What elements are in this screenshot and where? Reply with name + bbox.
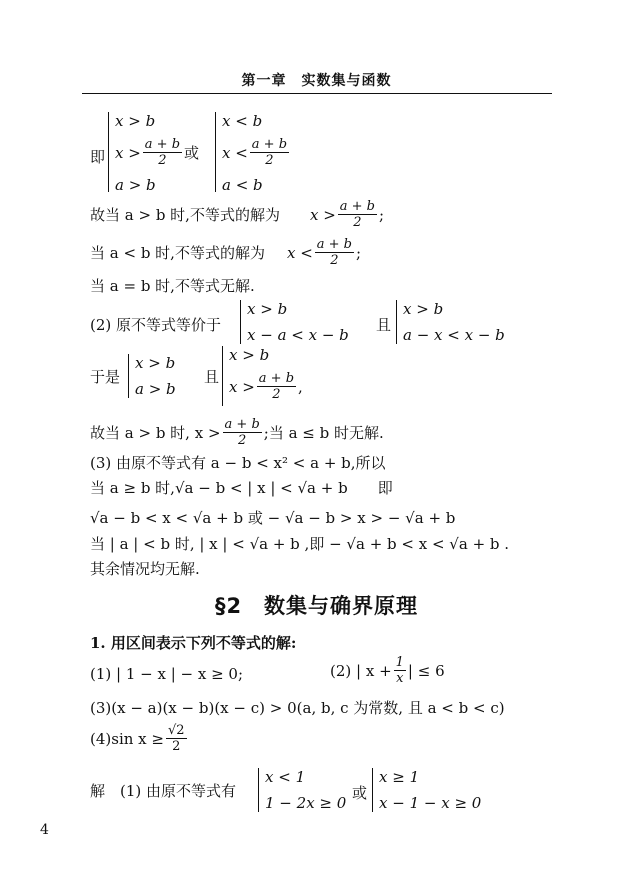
fraction-denominator: x <box>396 671 404 686</box>
line-text: (2) | x + <box>330 661 392 680</box>
sys1b-line2 <box>222 138 291 167</box>
brace <box>240 300 241 344</box>
fraction-a-plus-b <box>223 418 262 447</box>
fraction-a-plus-b <box>338 200 377 229</box>
brace <box>258 768 259 812</box>
question-1-part2 <box>330 656 445 685</box>
solution-sys-line2: 1 − 2x ≥ 0 <box>265 794 347 812</box>
fraction-numerator: a + b <box>224 417 260 432</box>
fraction-a-plus-b <box>250 138 289 167</box>
fraction-denominator: 2 <box>272 387 281 402</box>
page-number: 4 <box>40 822 49 838</box>
part2-intro: (2) 原不等式等价于 <box>90 316 222 334</box>
line-text: 当 a < b 时,不等式的解为 <box>90 244 265 262</box>
line-text: 故当 a > b 时,不等式的解为 <box>90 206 280 224</box>
fraction-numerator: √2 <box>167 723 185 738</box>
section-title: §2 数集与确界原理 <box>214 594 419 618</box>
and-word: 且 <box>204 368 220 386</box>
thus-sys-line2: a > b <box>135 380 176 398</box>
brace <box>215 112 216 192</box>
fraction-numerator: a + b <box>316 237 352 252</box>
line-expr: x > <box>309 205 336 224</box>
line-text: | ≤ 6 <box>407 661 445 680</box>
and-word: 且 <box>376 316 392 334</box>
brace <box>128 354 129 398</box>
line-a-eq-b: 当 a = b 时,不等式无解. <box>90 277 255 295</box>
fraction-a-plus-b <box>143 138 182 167</box>
solution-intro: 解 (1) 由原不等式有 <box>90 782 237 800</box>
thus-word: 于是 <box>90 368 121 386</box>
thus-sys-line3: x > b <box>229 346 270 364</box>
fraction-one-over-x <box>394 656 406 685</box>
sys1a-line3: a > b <box>115 176 156 194</box>
sys1a-line2 <box>115 138 199 167</box>
solution-sys-line3: x ≥ 1 <box>379 768 420 786</box>
thus-sys-line4: x > $\frac{a + b}{2}$ , <box>229 371 303 402</box>
question-1-part3: (3)(x − a)(x − b)(x − c) > 0(a, b, c 为常数, 且 a < b < c) <box>90 699 505 717</box>
fraction-numerator: a + b <box>339 199 375 214</box>
line-text: ;当 a ≤ b 时无解. <box>263 424 384 442</box>
thus-sys-line1: x > b <box>135 354 176 372</box>
part3-line: √a − b < x < √a + b 或 − √a − b > x > − √a + b <box>90 509 456 527</box>
fraction-numerator: a + b <box>251 137 288 152</box>
line-a-lt-b: 当 a < b 时,不等式的解为 x < $\frac{a + b}{2}$ ; <box>90 237 362 268</box>
running-header: 第一章 实数集与函数 <box>241 73 392 89</box>
fraction-denominator: 2 <box>238 433 247 448</box>
part3-line: 当 | a | < b 时, | x | < √a + b ,即 − √a + b < x < √a + b . <box>90 535 510 553</box>
brace <box>222 346 223 406</box>
question-1: 1. 用区间表示下列不等式的解: <box>90 634 297 652</box>
fraction-numerator: 1 <box>395 655 404 670</box>
thus-sys-line4-text: x > <box>229 377 255 396</box>
line-text: 当 a ≥ b 时, <box>90 479 175 497</box>
line-text: √a − b < | x | < √a + b 即 <box>174 479 393 497</box>
line-a-gt-b: 故当 a > b 时,不等式的解为 x > $\frac{a + b}{2}$ ; <box>90 199 385 230</box>
fraction-numerator: a + b <box>144 137 181 152</box>
line-text: (4)sin x ≥ <box>90 729 164 748</box>
fraction-denominator: 2 <box>172 739 181 754</box>
sys1a-line1: x > b <box>115 112 156 130</box>
sys1b-line1: x < b <box>222 112 263 130</box>
fraction-sqrt2-over-2 <box>166 724 187 753</box>
brace <box>108 112 109 192</box>
part3-remainder: 其余情况均无解. <box>90 560 200 578</box>
line-text: 故当 a > b 时, x > <box>90 424 221 442</box>
fraction-denominator: 2 <box>158 153 167 168</box>
or-word: 或 <box>184 144 200 162</box>
question-1-part1: (1) | 1 − x | − x ≥ 0; <box>90 665 244 683</box>
part2-sys-line2: x − a < x − b <box>247 326 349 344</box>
part2-conclusion <box>90 418 384 447</box>
fraction-numerator: a + b <box>258 371 295 386</box>
sys1b-line3: a < b <box>222 176 263 194</box>
part2-sys-line1: x > b <box>247 300 288 318</box>
part2-sys-line3: x > b <box>403 300 444 318</box>
brace <box>372 768 373 812</box>
or-word: 或 <box>352 784 368 802</box>
brace <box>396 300 397 344</box>
header-rule <box>82 93 552 94</box>
line-expr: x < <box>286 243 313 262</box>
solution-sys-line1: x < 1 <box>265 768 306 786</box>
sys1b-line2-text: x < <box>222 143 248 162</box>
question-1-part4 <box>90 724 189 753</box>
fraction-denominator: 2 <box>265 153 274 168</box>
sys1a-line2-text: x > <box>115 143 141 162</box>
part3-intro: (3) 由原不等式有 a − b < x² < a + b,所以 <box>90 454 386 472</box>
solution-sys-line4: x − 1 − x ≥ 0 <box>379 794 482 812</box>
fraction-denominator: 2 <box>353 215 362 230</box>
part3-line <box>90 477 393 498</box>
part2-sys-line4: a − x < x − b <box>403 326 505 344</box>
sys1-prefix: 即 <box>90 148 106 166</box>
fraction-denominator: 2 <box>330 253 339 268</box>
fraction-a-plus-b <box>315 238 354 267</box>
fraction-a-plus-b <box>257 372 296 401</box>
